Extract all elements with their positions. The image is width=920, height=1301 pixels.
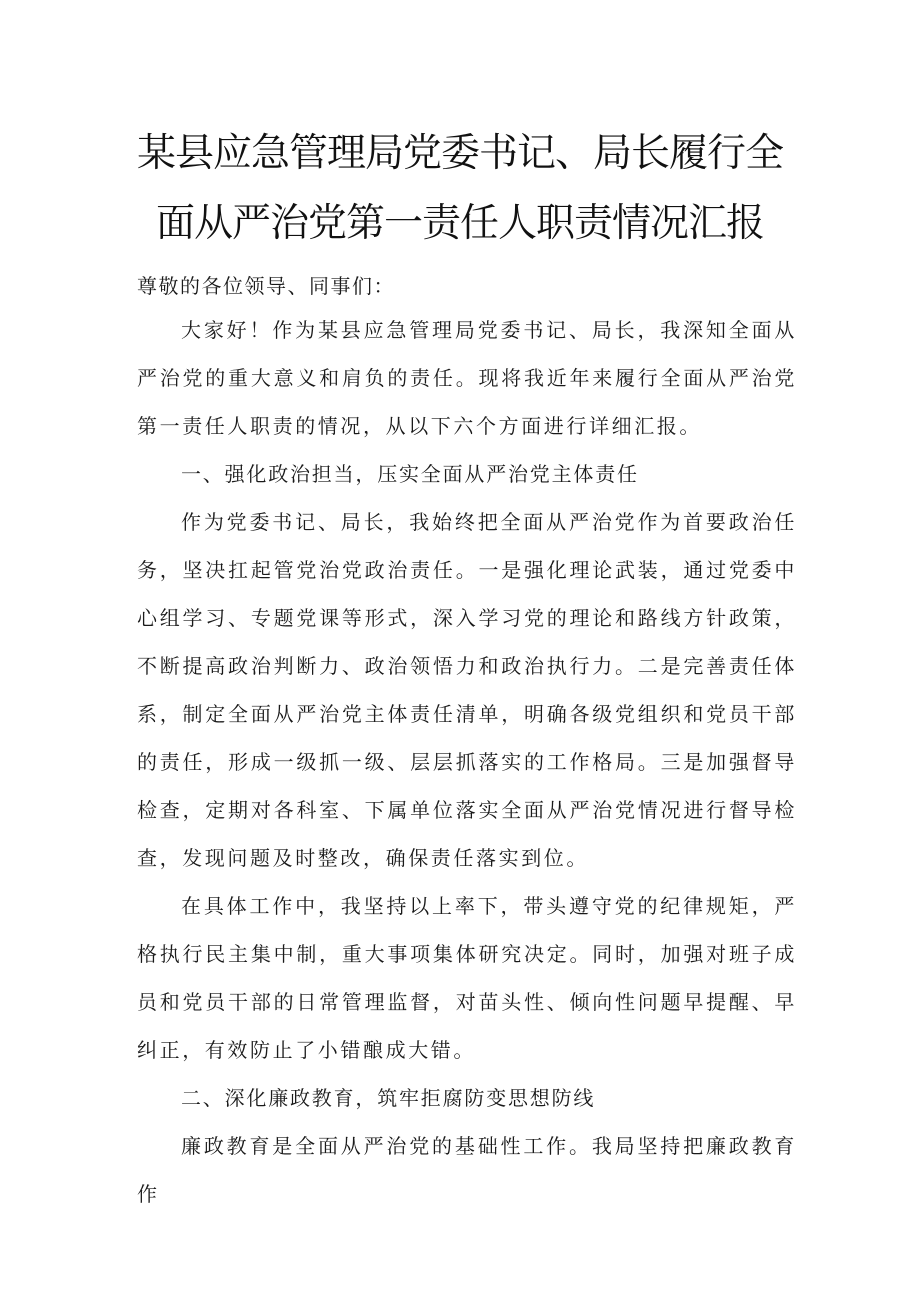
salutation: 尊敬的各位领导、同事们： [137, 274, 395, 298]
section-two-heading: 二、深化廉政教育，筑牢拒腐防变思想防线 [181, 1086, 596, 1110]
section-one-heading: 一、强化政治担当，压实全面从严治党主体责任 [181, 462, 639, 486]
intro-paragraph: 大家好！作为某县应急管理局党委书记、局长，我深知全面从严治党的重大意义和肩负的责任。现将我近年来履行全面从严治党第一责任人职责的情况，从以下六个方面进行详细汇报。 [137, 318, 797, 438]
section-two-paragraph-1: 廉政教育是全面从严治党的基础性工作。我局坚持把廉政教育作 [137, 1134, 797, 1206]
section-one-paragraph-2: 在具体工作中，我坚持以上率下，带头遵守党的纪律规矩，严格执行民主集中制，重大事项集体研究决定。同时，加强对班子成员和党员干部的日常管理监督，对苗头性、倾向性问题早提醒、早纠正，有效防止了小错酿成大错。 [137, 894, 797, 1062]
document-title-line-2: 面从严治党第一责任人职责情况汇报 [155, 201, 764, 246]
document-title-line-1: 某县应急管理局党委书记、局长履行全 [136, 131, 783, 176]
section-one-paragraph-1: 作为党委书记、局长，我始终把全面从严治党作为首要政治任务，坚决扛起管党治党政治责任。一是强化理论武装，通过党委中心组学习、专题党课等形式，深入学习党的理论和路线方针政策，不断提高政治判断力、政治领悟力和政治执行力。二是完善责任体系，制定全面从严治党主体责任清单，明确各级党组织和党员干部的责任，形成一级抓一级、层层抓落实的工作格局。三是加强督导检查，定期对各科室、下属单位落实全面从严治党情况进行督导检查，发现问题及时整改，确保责任落实到位。 [137, 510, 797, 870]
